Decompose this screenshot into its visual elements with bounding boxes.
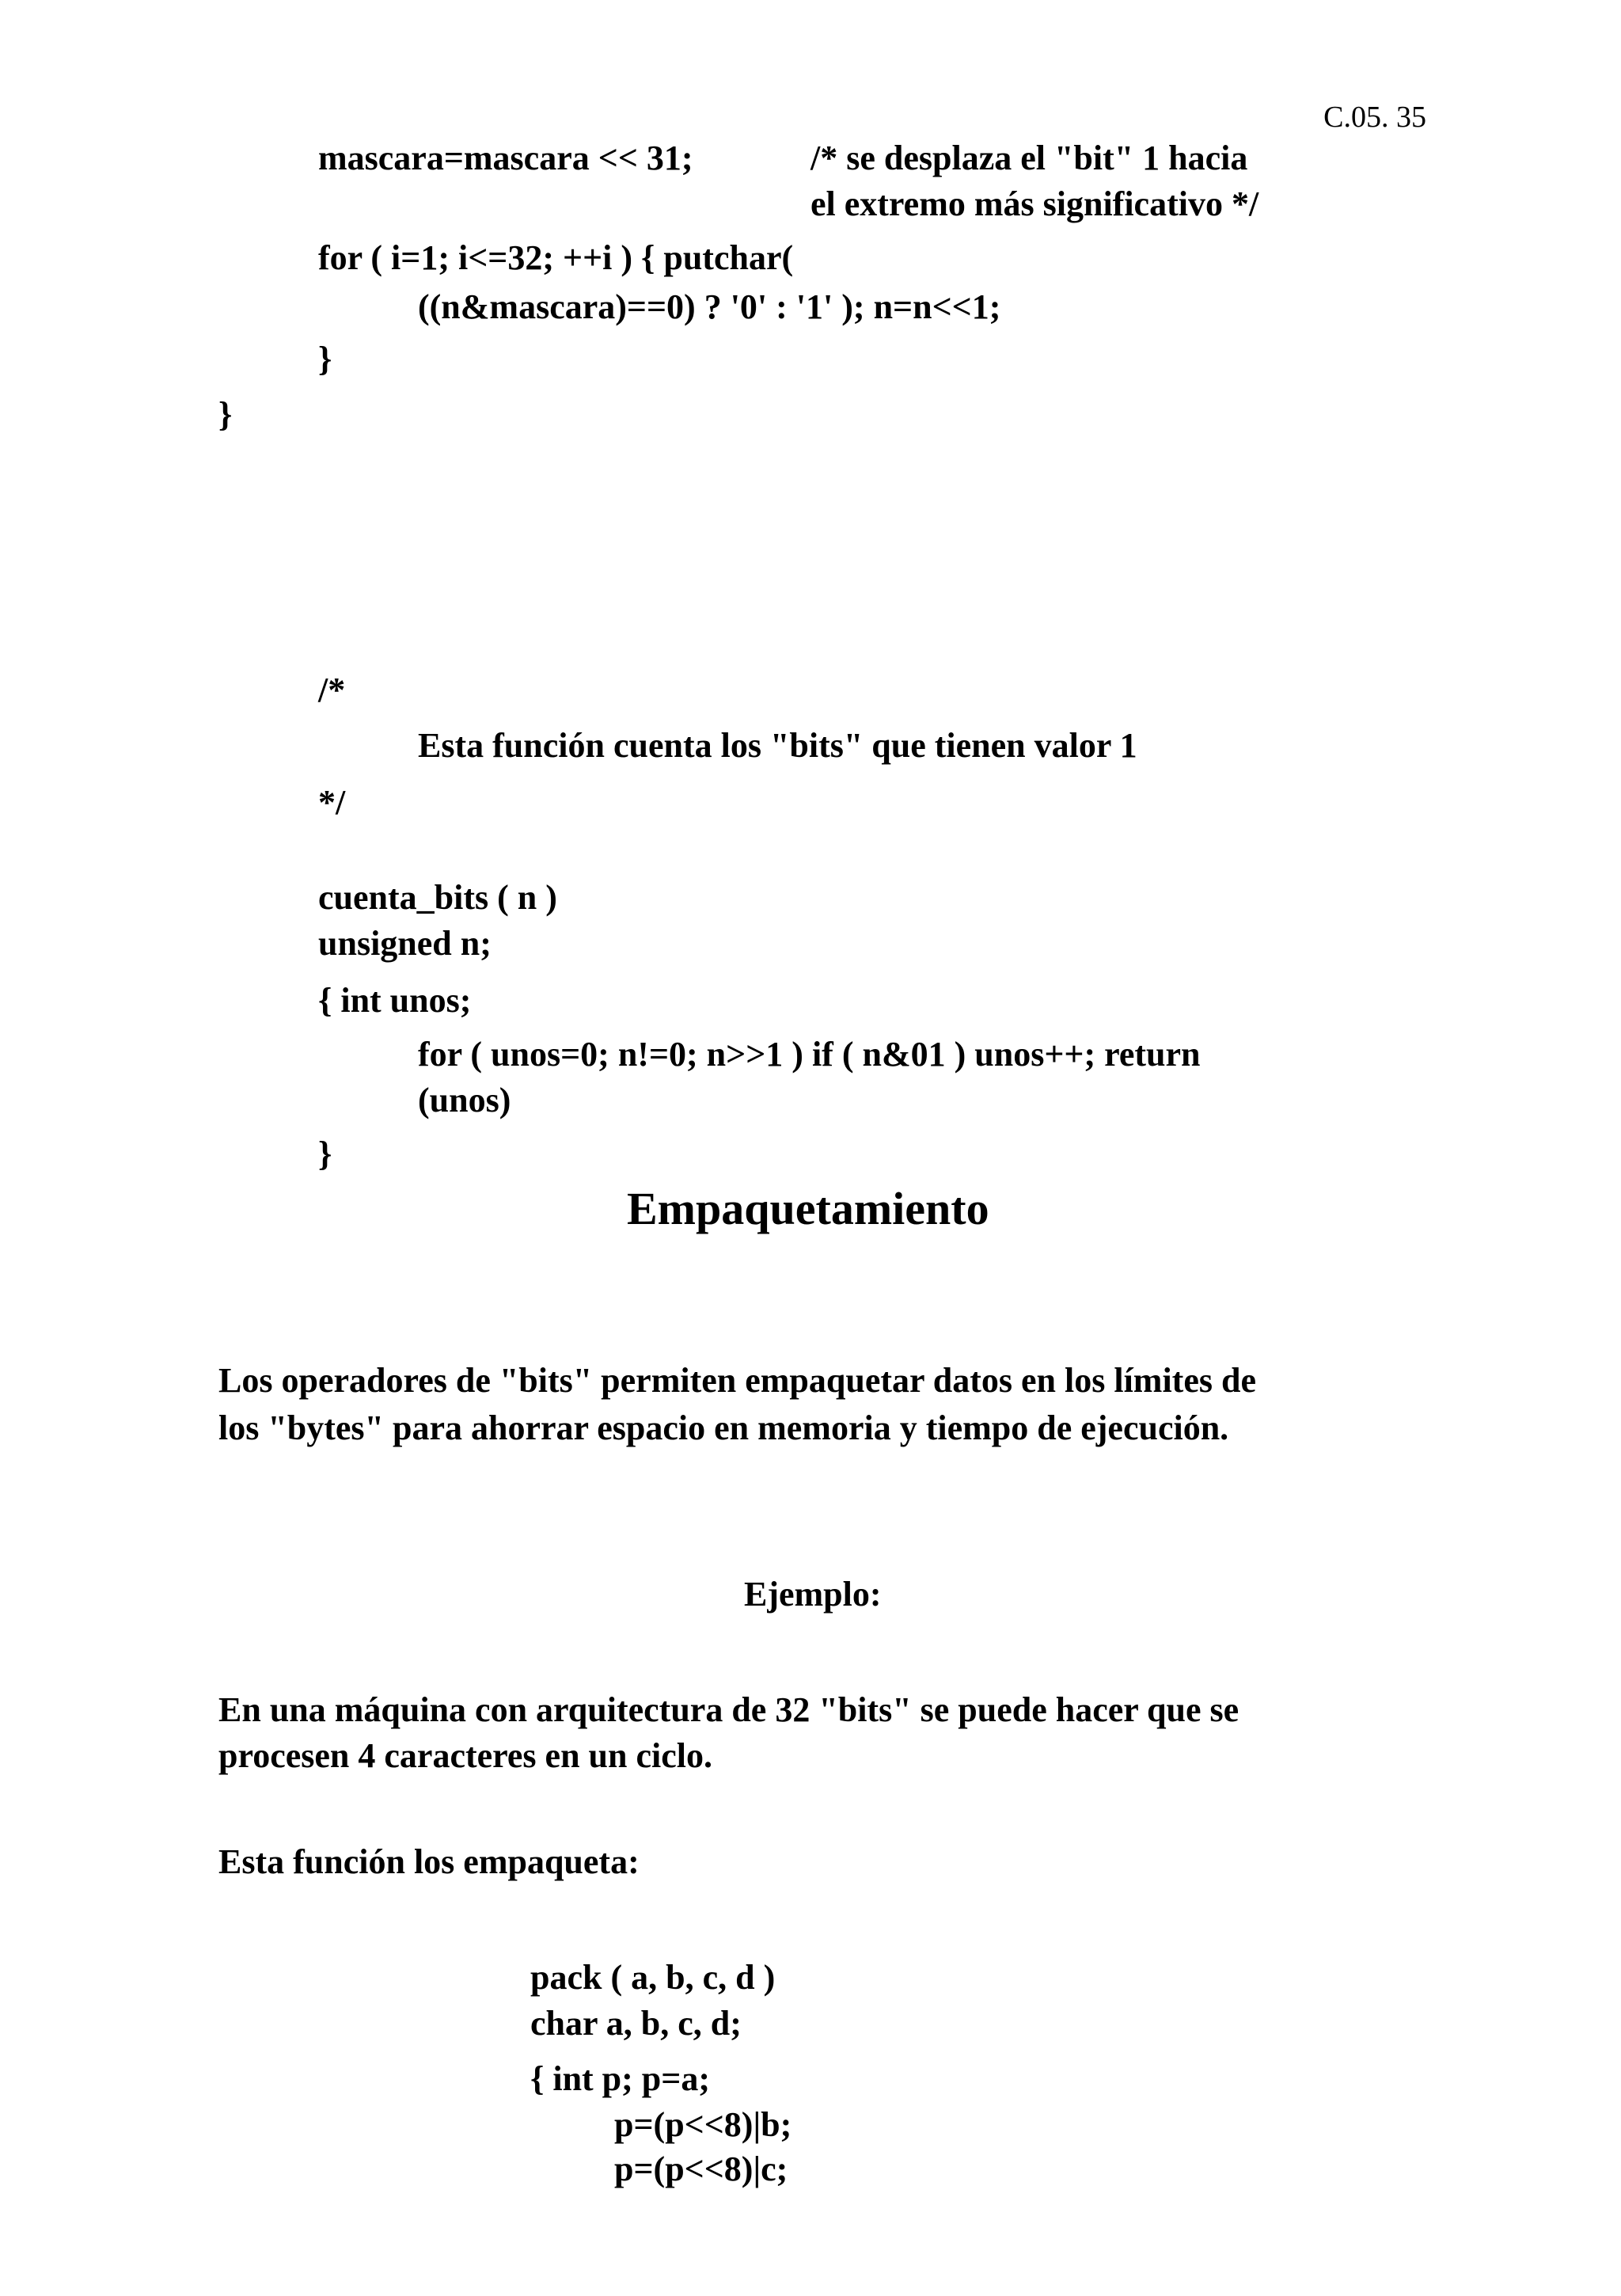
cuenta-body-open: { int unos; bbox=[318, 981, 472, 1020]
paragraph-1-line-1: Los operadores de "bits" permiten empaquetar datos en los límites de bbox=[218, 1361, 1256, 1400]
code-comment-shift-cont: el extremo más significativo */ bbox=[810, 184, 1259, 223]
code-line-putchar: ((n&mascara)==0) ? '0' : '1' ); n=n<<1; bbox=[418, 287, 1001, 326]
paragraph-2-line-2: procesen 4 caracteres en un ciclo. bbox=[218, 1736, 712, 1775]
code-line-shift: mascara=mascara << 31; bbox=[318, 139, 693, 177]
cuenta-for-line: for ( unos=0; n!=0; n>>1 ) if ( n&01 ) unos++; return bbox=[418, 1035, 1201, 1074]
comment-close: */ bbox=[318, 783, 346, 822]
code-line-close-func: } bbox=[218, 395, 233, 434]
cuenta-return-val: (unos) bbox=[418, 1081, 511, 1119]
paragraph-1-line-2: los "bytes" para ahorrar espacio en memoria y tiempo de ejecución. bbox=[218, 1408, 1229, 1447]
paragraph-2-line-1: En una máquina con arquitectura de 32 "bits" se puede hacer que se bbox=[218, 1690, 1239, 1729]
pack-body-open: { int p; p=a; bbox=[530, 2059, 711, 2098]
pack-line-c: p=(p<<8)|c; bbox=[614, 2150, 788, 2188]
code-comment-shift: /* se desplaza el "bit" 1 hacia bbox=[810, 139, 1248, 177]
comment-open: /* bbox=[318, 671, 346, 709]
pack-param-decl: char a, b, c, d; bbox=[530, 2004, 742, 2043]
cuenta-param-decl: unsigned n; bbox=[318, 924, 492, 963]
cuenta-signature: cuenta_bits ( n ) bbox=[318, 878, 557, 917]
code-line-for: for ( i=1; i<=32; ++i ) { putchar( bbox=[318, 238, 794, 277]
page-number: C.05. 35 bbox=[1323, 101, 1426, 134]
pack-line-b: p=(p<<8)|b; bbox=[614, 2105, 792, 2144]
section-title: Empaquetamiento bbox=[627, 1183, 989, 1234]
paragraph-3: Esta función los empaqueta: bbox=[218, 1842, 640, 1881]
code-line-close-for: } bbox=[318, 340, 332, 378]
pack-signature: pack ( a, b, c, d ) bbox=[530, 1958, 776, 1997]
comment-text: Esta función cuenta los "bits" que tienen valor 1 bbox=[418, 726, 1137, 765]
cuenta-body-close: } bbox=[318, 1135, 332, 1173]
example-heading: Ejemplo: bbox=[744, 1575, 882, 1614]
